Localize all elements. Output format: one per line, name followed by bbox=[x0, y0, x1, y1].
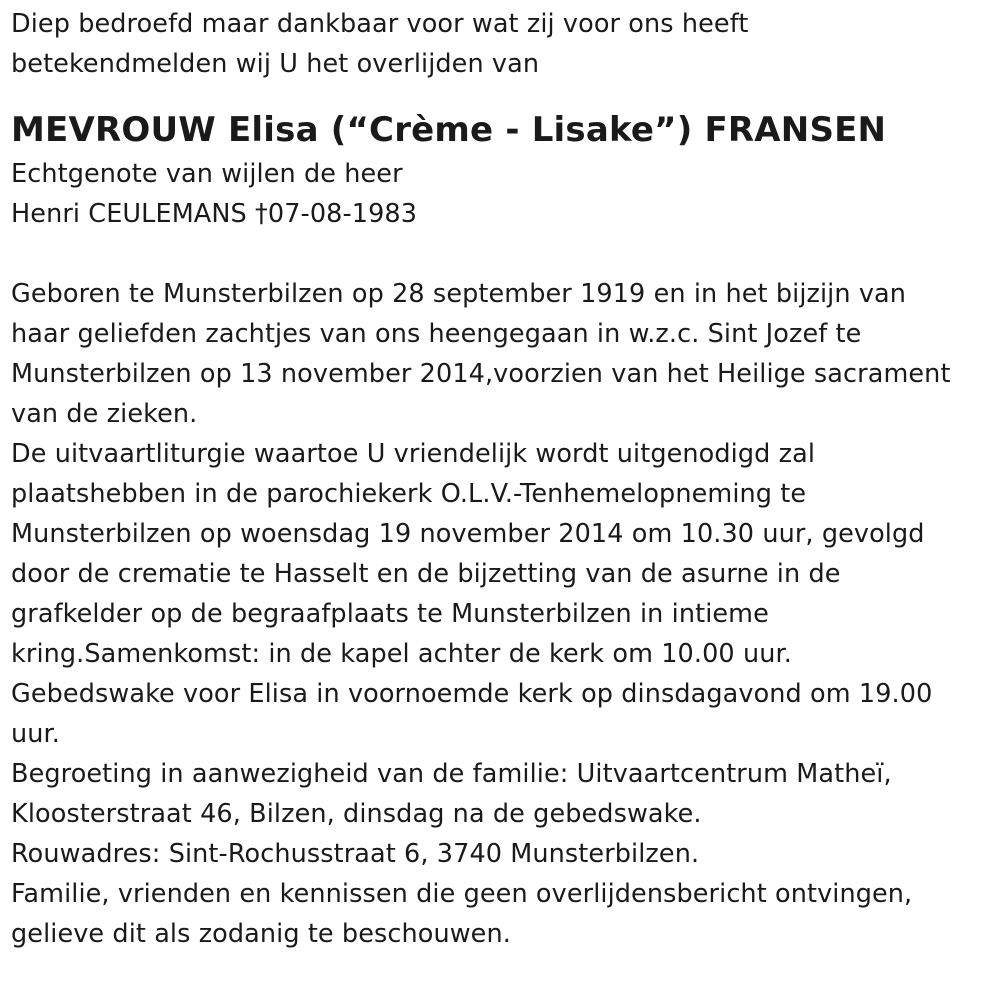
body-line: haar geliefden zachtjes van ons heengegaan in w.z.c. Sint Jozef te bbox=[11, 319, 862, 349]
deceased-name: MEVROUW Elisa (“Crème - Lisake”) FRANSEN bbox=[11, 110, 887, 150]
body-line: door de crematie te Hasselt en de bijzetting van de asurne in de bbox=[11, 559, 841, 589]
body-line: Gebedswake voor Elisa in voornoemde kerk op dinsdagavond om 19.00 bbox=[11, 679, 933, 709]
body-line: Kloosterstraat 46, Bilzen, dinsdag na de gebedswake. bbox=[11, 799, 702, 829]
body-line: Geboren te Munsterbilzen op 28 september 1919 en in het bijzijn van bbox=[11, 279, 907, 309]
body-line: Begroeting in aanwezigheid van de familie: Uitvaartcentrum Matheï, bbox=[11, 759, 892, 789]
intro-line: Diep bedroefd maar dankbaar voor wat zij voor ons heeft bbox=[11, 9, 749, 39]
spouse-name-line bbox=[11, 194, 993, 234]
spouse-line: Echtgenote van wijlen de heer bbox=[11, 159, 403, 189]
body-line: plaatshebben in de parochiekerk O.L.V.-Tenhemelopneming te bbox=[11, 479, 807, 509]
body-line: gelieve dit als zodanig te beschouwen. bbox=[11, 919, 511, 949]
body-line: van de zieken. bbox=[11, 399, 198, 429]
body-line: uur. bbox=[11, 719, 60, 749]
body-text bbox=[11, 274, 993, 954]
spouse-death-date: 07-08-1983 bbox=[267, 199, 418, 229]
body-line: Munsterbilzen op 13 november 2014,voorzien van het Heilige sacrament bbox=[11, 359, 951, 389]
cross-icon: † bbox=[255, 199, 268, 229]
intro-line: betekendmelden wij U het overlijden van bbox=[11, 49, 540, 79]
body-line: Familie, vrienden en kennissen die geen overlijdensbericht ontvingen, bbox=[11, 879, 913, 909]
obituary-notice bbox=[11, 4, 993, 954]
spouse-name: Henri CEULEMANS bbox=[11, 199, 256, 229]
body-line: kring.Samenkomst: in de kapel achter de kerk om 10.00 uur. bbox=[11, 639, 792, 669]
spouse-info bbox=[11, 154, 993, 234]
body-line: Rouwadres: Sint-Rochusstraat 6, 3740 Munsterbilzen. bbox=[11, 839, 700, 869]
body-line: Munsterbilzen op woensdag 19 november 2014 om 10.30 uur, gevolgd bbox=[11, 519, 925, 549]
body-line: De uitvaartliturgie waartoe U vriendelijk wordt uitgenodigd zal bbox=[11, 439, 816, 469]
body-line: grafkelder op de begraafplaats te Munsterbilzen in intieme bbox=[11, 599, 769, 629]
intro-paragraph bbox=[11, 4, 993, 84]
